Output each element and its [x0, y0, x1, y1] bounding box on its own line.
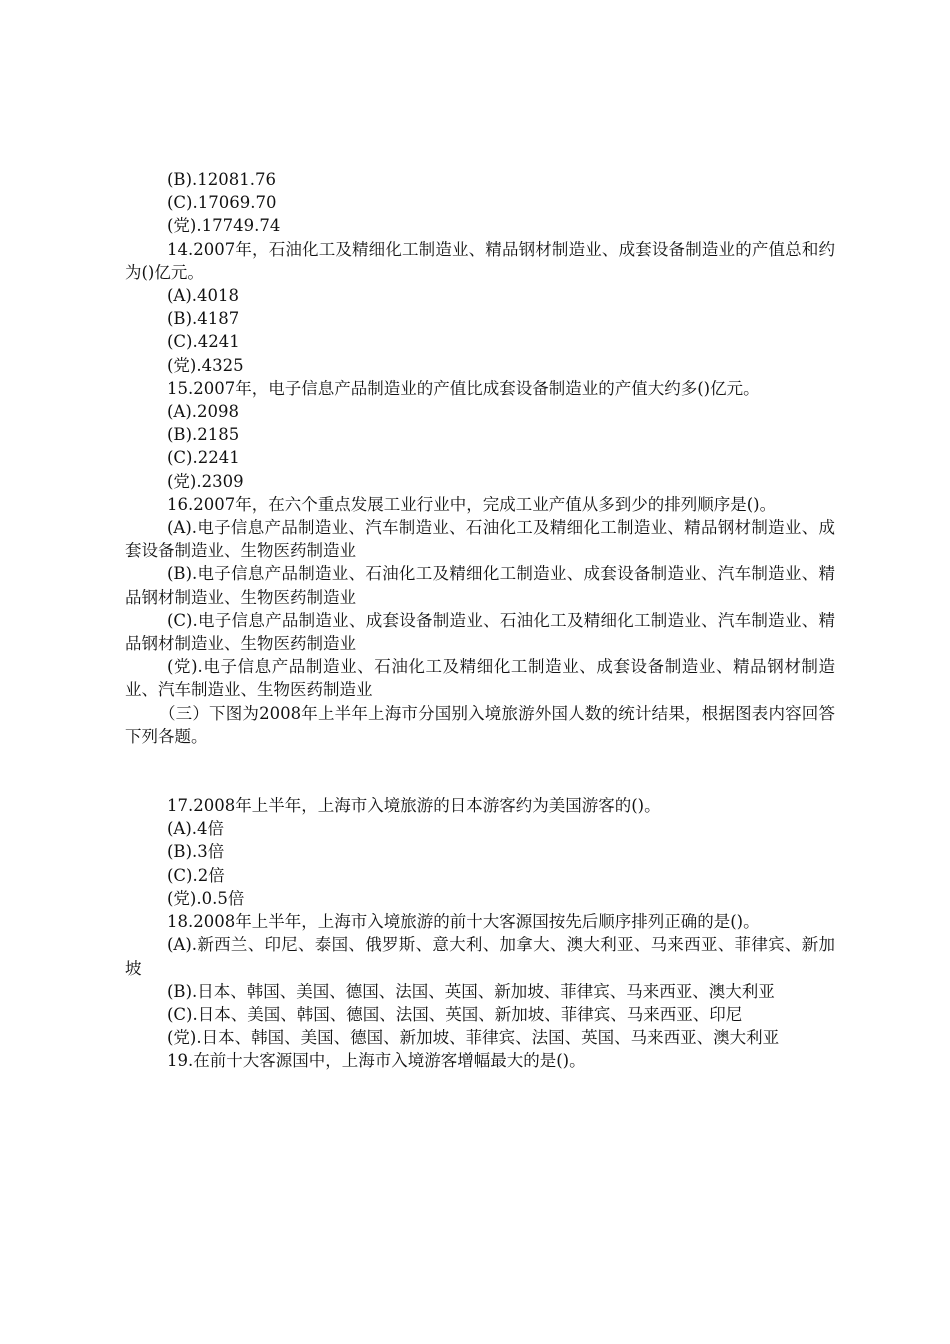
q14-option-b: (B).4187 [167, 309, 240, 329]
q13-option-d: (党).17749.74 [167, 216, 281, 236]
q16-option-a: (A).电子信息产品制造业、汽车制造业、石油化工及精细化工制造业、精品钢材制造业、成套设备制造业、生物医药制造业 [125, 518, 835, 561]
q15-option-b: (B).2185 [167, 425, 240, 445]
q17-option-d: (党).0.5倍 [167, 888, 245, 908]
q18-option-d: (党).日本、韩国、美国、德国、新加坡、菲律宾、法国、英国、马来西亚、澳大利亚 [167, 1028, 780, 1048]
q18-option-a: (A).新西兰、印尼、泰国、俄罗斯、意大利、加拿大、澳大利亚、马来西亚、菲律宾、新加坡 [125, 935, 835, 978]
q16-option-d: (党).电子信息产品制造业、石油化工及精细化工制造业、成套设备制造业、精品钢材制造业、汽车制造业、生物医药制造业 [125, 657, 835, 700]
q15-option-a: (A).2098 [167, 402, 240, 422]
q14-option-d: (党).4325 [167, 355, 244, 375]
q18-option-c: (C).日本、美国、韩国、德国、法国、英国、新加坡、菲律宾、马来西亚、印尼 [167, 1004, 743, 1024]
section3-intro: （三）下图为2008年上半年上海市分国别入境旅游外国人数的统计结果，根据图表内容回答下列各题。 [125, 703, 835, 746]
q14-option-c: (C).4241 [167, 332, 240, 352]
q16-option-c: (C).电子信息产品制造业、成套设备制造业、石油化工及精细化工制造业、汽车制造业、精品钢材制造业、生物医药制造业 [125, 610, 835, 654]
q15-option-c: (C).2241 [167, 448, 240, 468]
q18-option-b: (B).日本、韩国、美国、德国、法国、英国、新加坡、菲律宾、马来西亚、澳大利亚 [167, 981, 775, 1001]
q16-stem: 16.2007年，在六个重点发展工业行业中，完成工业产值从多到少的排列顺序是()。 [167, 494, 777, 514]
q16-option-b: (B).电子信息产品制造业、石油化工及精细化工制造业、成套设备制造业、汽车制造业、精品钢材制造业、生物医药制造业 [125, 564, 835, 607]
q15-option-d: (党).2309 [167, 471, 244, 491]
q14-option-a: (A).4018 [167, 286, 240, 306]
q13-option-c: (C).17069.70 [167, 193, 277, 213]
q17-option-c: (C).2倍 [167, 865, 225, 885]
q13-option-b: (B).12081.76 [167, 170, 276, 189]
q17-stem: 17.2008年上半年，上海市入境旅游的日本游客约为美国游客的()。 [167, 796, 661, 816]
figure-placeholder-gap [125, 748, 835, 794]
document-body [125, 168, 835, 1073]
q19-stem: 19.在前十大客源国中，上海市入境游客增幅最大的是()。 [167, 1051, 586, 1071]
q14-stem: 14.2007年，石油化工及精细化工制造业、精品钢材制造业、成套设备制造业的产值总和约为()亿元。 [125, 239, 835, 282]
q17-option-b: (B).3倍 [167, 842, 225, 862]
q15-stem: 15.2007年，电子信息产品制造业的产值比成套设备制造业的产值大约多()亿元。 [167, 378, 760, 398]
q17-option-a: (A).4倍 [167, 819, 225, 839]
q18-stem: 18.2008年上半年，上海市入境旅游的前十大客源国按先后顺序排列正确的是()。 [167, 912, 760, 932]
